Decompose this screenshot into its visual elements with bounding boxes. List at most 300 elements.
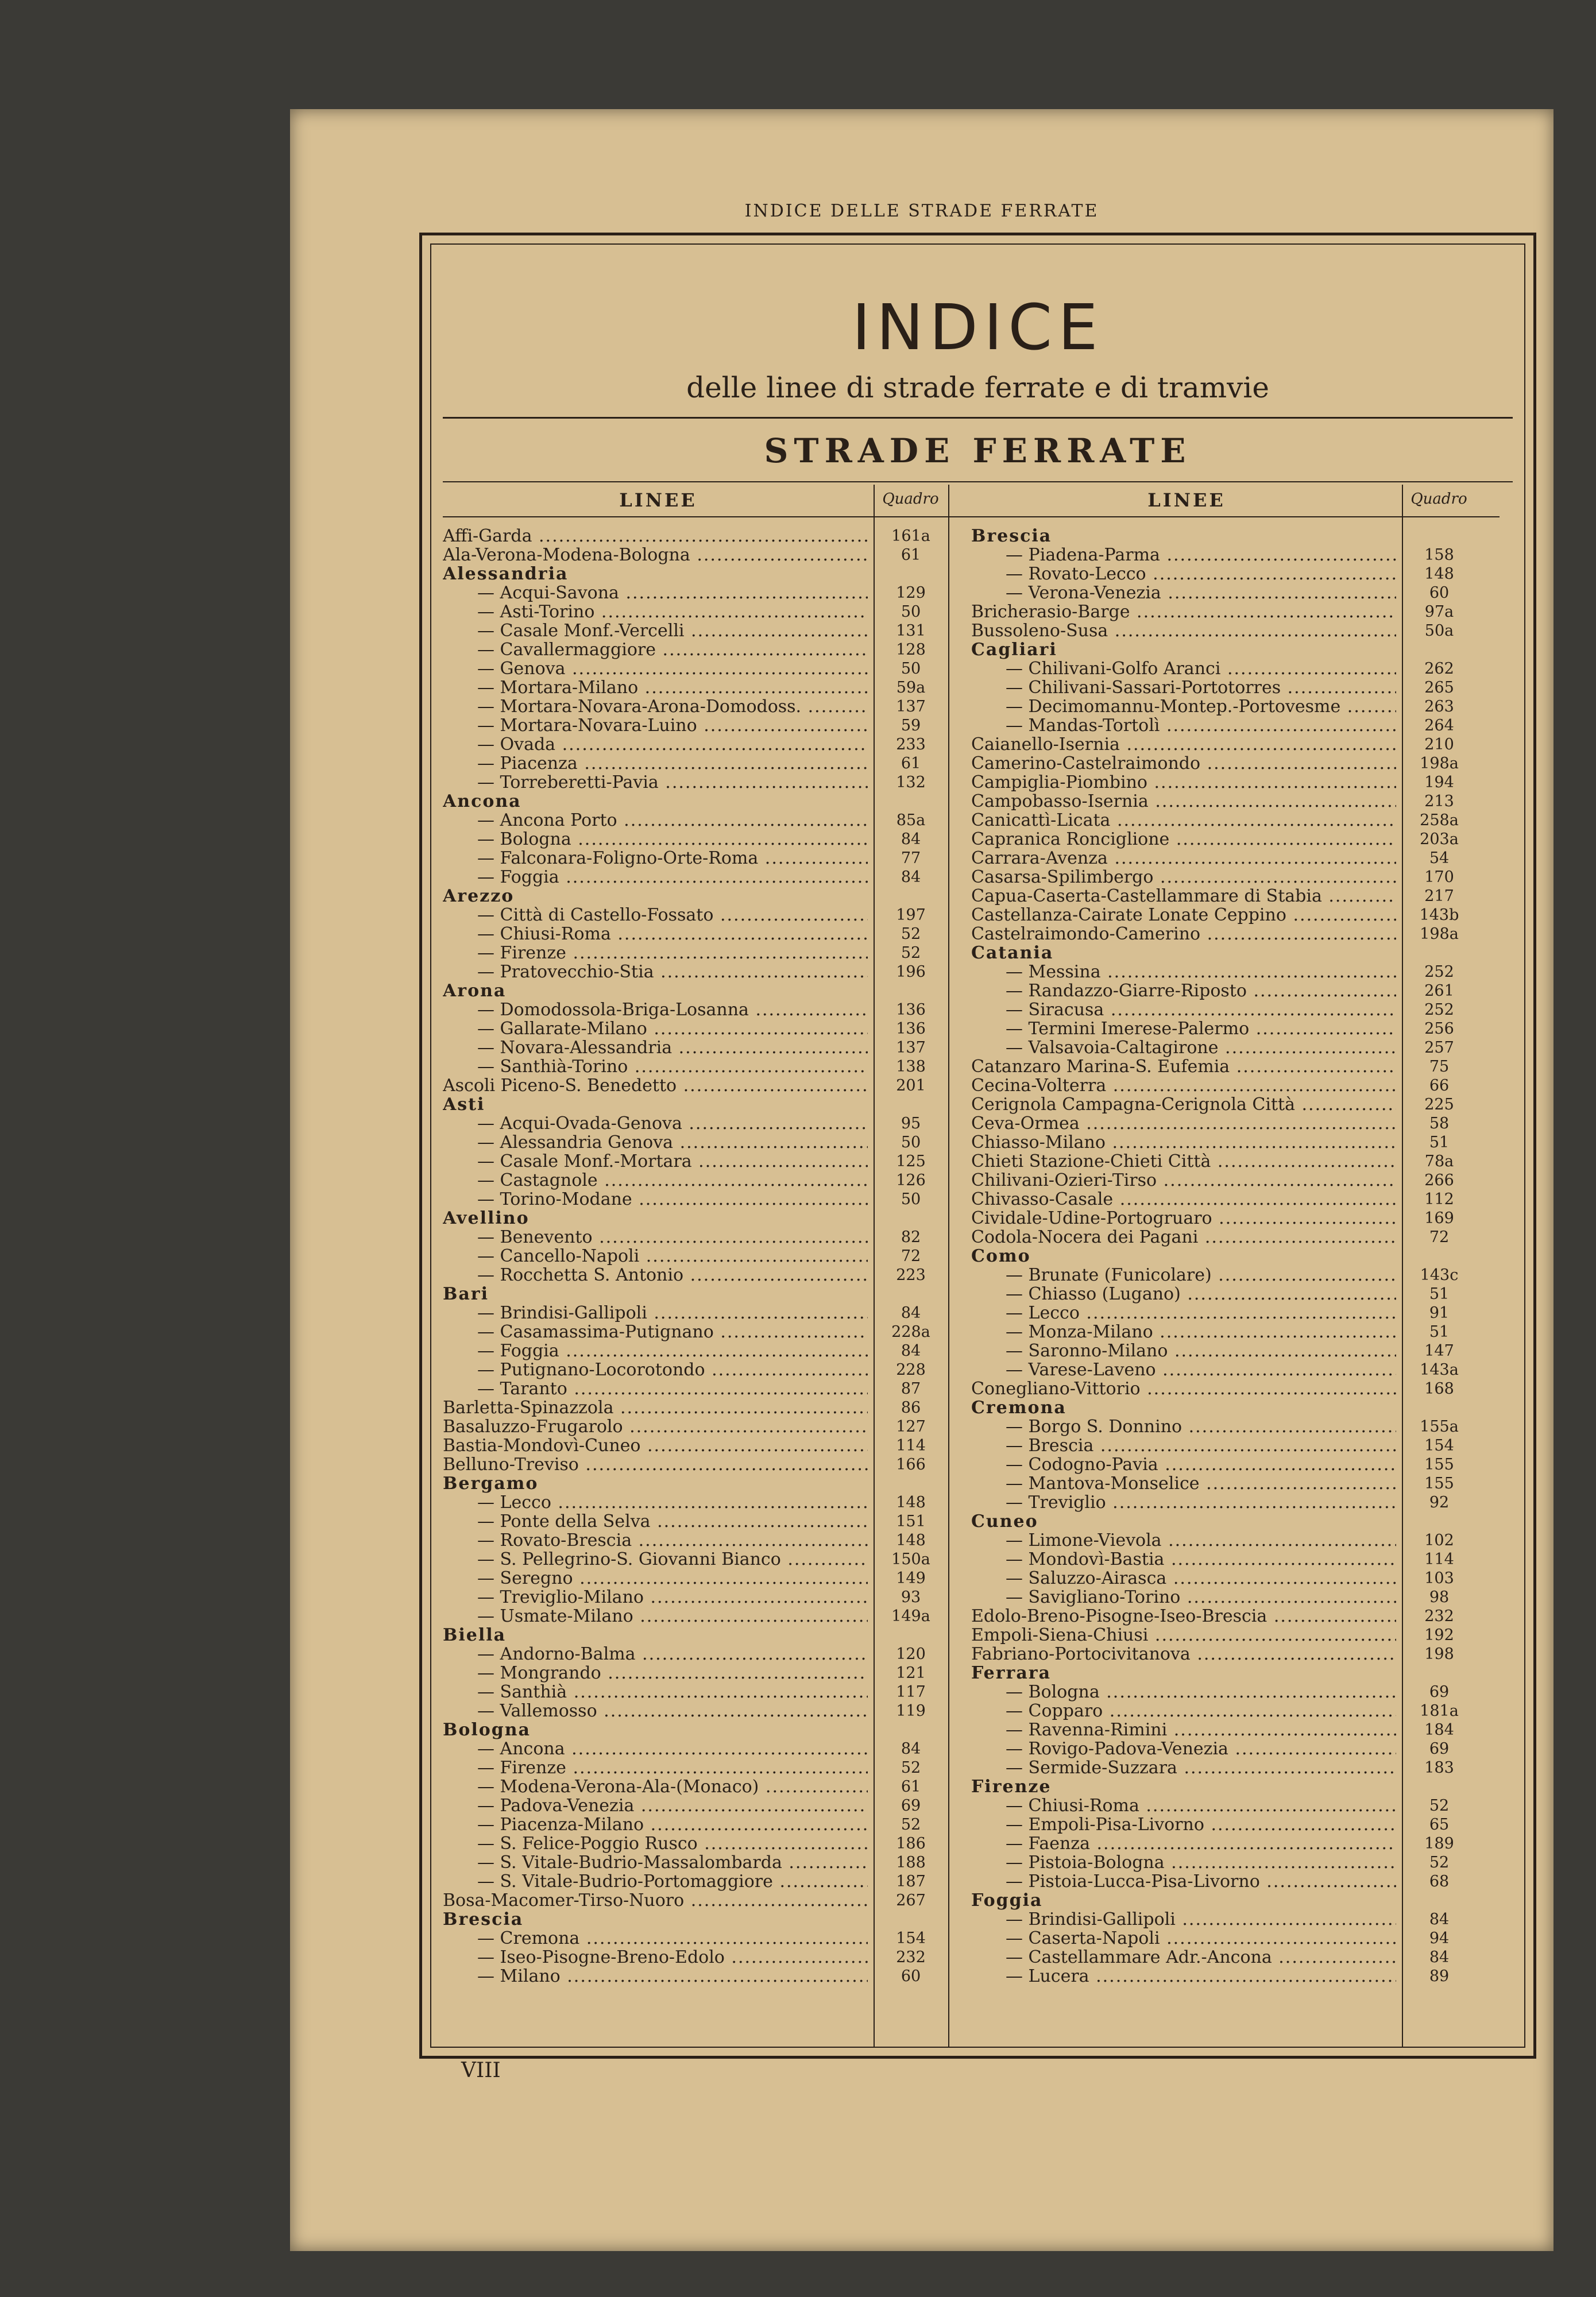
entry-quadro-number: 72 [901, 1247, 921, 1265]
entry-line-name: — Piacenza-Milano ..... [443, 1815, 868, 1834]
index-entry [443, 1588, 971, 1607]
entry-quadro-number: 203a [1420, 830, 1459, 848]
entry-line-name: Camerino-Castelraimondo ..... [971, 754, 1396, 773]
entry-line-name: Arona [443, 981, 507, 1000]
entry-quadro-number: 87 [901, 1380, 921, 1398]
entry-quadro-number: 58 [1429, 1115, 1450, 1132]
index-group-heading [443, 1720, 971, 1739]
index-entry [971, 678, 1500, 697]
entry-quadro-number: 84 [901, 830, 921, 848]
index-group-heading [443, 1209, 971, 1228]
entry-quadro-number: 61 [901, 1778, 921, 1796]
entry-quadro-number: 98 [1429, 1588, 1450, 1606]
entry-quadro-number: 51 [1429, 1134, 1450, 1151]
index-entry [971, 1645, 1500, 1664]
index-entry [443, 754, 971, 773]
entry-quadro-number: 86 [901, 1399, 921, 1417]
entry-quadro-number: 69 [901, 1797, 921, 1815]
index-entry [971, 1436, 1500, 1455]
index-entry [971, 735, 1500, 754]
entry-quadro-number: 196 [896, 963, 926, 981]
entry-line-name: — Empoli-Pisa-Livorno ..... [971, 1815, 1396, 1834]
entry-line-name: — Acqui-Ovada-Genova ..... [443, 1114, 868, 1133]
index-frame [419, 233, 1536, 2059]
index-entry [443, 830, 971, 849]
index-entry [971, 1285, 1500, 1304]
entry-quadro-number: 75 [1429, 1058, 1450, 1076]
entry-quadro-number: 263 [1424, 698, 1454, 716]
entry-line-name: — Mondovì-Bastia ..... [971, 1550, 1396, 1569]
index-entry [443, 1948, 971, 1967]
index-entry [971, 1417, 1500, 1436]
entry-quadro-number: 252 [1424, 963, 1454, 981]
entry-line-name: — Rovato-Brescia ..... [443, 1531, 868, 1550]
entry-quadro-number: 143b [1419, 906, 1459, 924]
entry-line-name: — Iseo-Pisogne-Breno-Edolo ..... [443, 1948, 868, 1967]
entry-line-name: Cecina-Volterra ..... [971, 1076, 1396, 1095]
entry-quadro-number: 168 [1424, 1380, 1454, 1398]
entry-quadro-number: 50 [901, 1134, 921, 1151]
entry-line-name: Ferrara [971, 1664, 1052, 1683]
entry-quadro-number: 125 [896, 1153, 926, 1170]
entry-line-name: — Casale Monf.-Vercelli ..... [443, 621, 868, 640]
entry-quadro-number: 89 [1429, 1967, 1450, 1985]
left-column [443, 485, 971, 2047]
entry-line-name: — Castellammare Adr.-Ancona ..... [971, 1948, 1396, 1967]
index-group-heading [443, 887, 971, 906]
entry-line-name: Bologna [443, 1720, 531, 1739]
entry-quadro-number: 155 [1424, 1456, 1454, 1474]
entry-quadro-number: 154 [1424, 1437, 1454, 1455]
entry-quadro-number: 126 [896, 1171, 926, 1189]
entry-line-name: — Rovato-Lecco ..... [971, 564, 1396, 583]
entry-quadro-number: 60 [901, 1967, 921, 1985]
entry-line-name: — Savigliano-Torino ..... [971, 1588, 1396, 1607]
entry-line-name: — Lucera ..... [971, 1967, 1396, 1986]
entry-quadro-number: 223 [896, 1266, 926, 1284]
entry-line-name: — Acqui-Savona ..... [443, 583, 868, 602]
entry-line-name: Como [971, 1247, 1031, 1266]
index-entry [443, 1967, 971, 1986]
index-entry [971, 1190, 1500, 1209]
index-entry [971, 564, 1500, 583]
entry-line-name: — Termini Imerese-Palermo ..... [971, 1019, 1396, 1038]
entry-quadro-number: 181a [1420, 1702, 1459, 1720]
entry-line-name: — Valsavoia-Caltagirone ..... [971, 1038, 1396, 1057]
index-entry [971, 1076, 1500, 1095]
entry-quadro-number: 95 [901, 1115, 921, 1132]
index-entry [971, 981, 1500, 1000]
entry-line-name: Catanzaro Marina-S. Eufemia ..... [971, 1057, 1396, 1076]
divider [443, 417, 1513, 419]
entry-line-name: Bari [443, 1285, 489, 1304]
entry-line-name: — Mortara-Novara-Arona-Domodoss. ..... [443, 697, 868, 716]
entry-line-name: — Brindisi-Gallipoli ..... [971, 1910, 1396, 1929]
entry-quadro-number: 232 [896, 1948, 926, 1966]
entry-quadro-number: 102 [1424, 1532, 1454, 1549]
column-header [443, 485, 971, 517]
entry-quadro-number: 148 [896, 1532, 926, 1549]
index-entry [971, 1550, 1500, 1569]
entry-quadro-number: 188 [896, 1854, 926, 1871]
index-entry [443, 1702, 971, 1720]
entry-line-name: Cividale-Udine-Portogruaro ..... [971, 1209, 1396, 1228]
index-entry [443, 1758, 971, 1777]
index-entry [443, 1815, 971, 1834]
index-group-heading [971, 1664, 1500, 1683]
entry-line-name: — Borgo S. Donnino ..... [971, 1417, 1396, 1436]
index-entry [971, 1607, 1500, 1626]
entry-quadro-number: 103 [1424, 1569, 1454, 1587]
entry-line-name: — Benevento ..... [443, 1228, 868, 1247]
column-header [971, 485, 1500, 517]
entry-quadro-number: 265 [1424, 679, 1454, 697]
entry-list [443, 517, 971, 1986]
header-quadro: Quadro [882, 490, 939, 508]
entry-line-name: Cremona [971, 1398, 1066, 1417]
entry-quadro-number: 51 [1429, 1285, 1450, 1303]
entry-quadro-number: 166 [896, 1456, 926, 1474]
index-entry [443, 1853, 971, 1872]
entry-quadro-number: 78a [1424, 1153, 1454, 1170]
entry-quadro-number: 52 [901, 1816, 921, 1834]
entry-quadro-number: 52 [901, 925, 921, 943]
index-entry [971, 792, 1500, 811]
entry-line-name: — Ponte della Selva ..... [443, 1512, 868, 1531]
entry-line-name: — Monza-Milano ..... [971, 1322, 1396, 1341]
entry-line-name: — Cremona ..... [443, 1929, 868, 1948]
index-group-heading [443, 981, 971, 1000]
header-linee: LINEE [619, 489, 697, 511]
page-subtitle: delle linee di strade ferrate e di tramvie [686, 371, 1269, 404]
index-entry [971, 1493, 1500, 1512]
entry-line-name: Cagliari [971, 640, 1057, 659]
entry-quadro-number: 119 [896, 1702, 926, 1720]
entry-quadro-number: 52 [901, 1759, 921, 1777]
entry-line-name: Casarsa-Spilimbergo ..... [971, 868, 1396, 887]
entry-line-name: — Randazzo-Giarre-Riposto ..... [971, 981, 1396, 1000]
index-entry [443, 1247, 971, 1266]
index-entry [971, 1379, 1500, 1398]
entry-line-name: — Bologna ..... [971, 1683, 1396, 1702]
index-entry [971, 1626, 1500, 1645]
entry-quadro-number: 232 [1424, 1607, 1454, 1625]
entry-quadro-number: 257 [1424, 1039, 1454, 1057]
index-frame-inner [430, 243, 1525, 2048]
entry-line-name: — Santhià-Torino ..... [443, 1057, 868, 1076]
index-entry [443, 1019, 971, 1038]
index-entry [971, 546, 1500, 564]
entry-quadro-number: 65 [1429, 1816, 1450, 1834]
index-entry [971, 1683, 1500, 1702]
index-group-heading [443, 792, 971, 811]
index-entry [443, 1038, 971, 1057]
entry-quadro-number: 228 [896, 1361, 926, 1379]
entry-quadro-number: 233 [896, 736, 926, 753]
entry-line-name: — Castagnole ..... [443, 1171, 868, 1190]
entry-line-name: Brescia [443, 1910, 524, 1929]
entry-line-name: Ancona [443, 792, 521, 811]
entry-line-name: — Seregno ..... [443, 1569, 868, 1588]
entry-quadro-number: 131 [896, 622, 926, 640]
entry-line-name: — Alessandria Genova ..... [443, 1133, 868, 1152]
entry-quadro-number: 120 [896, 1645, 926, 1663]
entry-quadro-number: 256 [1424, 1020, 1454, 1038]
entry-line-name: — Gallarate-Milano ..... [443, 1019, 868, 1038]
entry-quadro-number: 54 [1429, 849, 1450, 867]
entry-line-name: — Siracusa ..... [971, 1000, 1396, 1019]
entry-line-name: — Asti-Torino ..... [443, 602, 868, 621]
entry-line-name: — Piacenza ..... [443, 754, 868, 773]
entry-line-name: — Chiasso (Lugano) ..... [971, 1285, 1396, 1304]
entry-quadro-number: 84 [901, 868, 921, 886]
entry-quadro-number: 84 [901, 1342, 921, 1360]
entry-quadro-number: 114 [1424, 1550, 1454, 1568]
entry-line-name: — Bologna ..... [443, 830, 868, 849]
index-entry [443, 1929, 971, 1948]
entry-quadro-number: 50 [901, 1190, 921, 1208]
index-entry [971, 811, 1500, 830]
index-entry [971, 716, 1500, 735]
index-entry [443, 546, 971, 564]
index-entry [971, 697, 1500, 716]
index-entry [971, 754, 1500, 773]
entry-quadro-number: 217 [1424, 887, 1454, 905]
index-entry [443, 1739, 971, 1758]
index-entry [443, 1872, 971, 1891]
index-entry [443, 1341, 971, 1360]
index-group-heading [971, 640, 1500, 659]
entry-line-name: — Firenze ..... [443, 1758, 868, 1777]
divider [443, 481, 1513, 482]
index-entry [443, 1569, 971, 1588]
entry-line-name: Castellanza-Cairate Lonate Ceppino ..... [971, 906, 1396, 925]
entry-line-name: Foggia [971, 1891, 1043, 1910]
index-entry [443, 678, 971, 697]
entry-line-name: Bastia-Mondovì-Cuneo ..... [443, 1436, 868, 1455]
entry-line-name: Ceva-Ormea ..... [971, 1114, 1396, 1133]
entry-line-name: Castelraimondo-Camerino ..... [971, 925, 1396, 943]
entry-line-name: — Copparo ..... [971, 1702, 1396, 1720]
entry-line-name: — Domodossola-Briga-Losanna ..... [443, 1000, 868, 1019]
entry-quadro-number: 112 [1424, 1190, 1454, 1208]
entry-quadro-number: 77 [901, 849, 921, 867]
entry-quadro-number: 143a [1420, 1361, 1459, 1379]
entry-line-name: — Cancello-Napoli ..... [443, 1247, 868, 1266]
index-entry [443, 1398, 971, 1417]
entry-line-name: Codola-Nocera dei Pagani ..... [971, 1228, 1396, 1247]
index-entry [971, 849, 1500, 868]
entry-line-name: — Torino-Modane ..... [443, 1190, 868, 1209]
index-entry [971, 1322, 1500, 1341]
entry-line-name: Caianello-Isernia ..... [971, 735, 1396, 754]
entry-line-name: — Andorno-Balma ..... [443, 1645, 868, 1664]
entry-quadro-number: 187 [896, 1873, 926, 1890]
entry-quadro-number: 84 [901, 1740, 921, 1758]
entry-line-name: — Città di Castello-Fossato ..... [443, 906, 868, 925]
entry-line-name: — S. Pellegrino-S. Giovanni Bianco ..... [443, 1550, 868, 1569]
entry-line-name: — Treviglio ..... [971, 1493, 1396, 1512]
index-entry [971, 1038, 1500, 1057]
index-entry [971, 1702, 1500, 1720]
entry-line-name: — Brunate (Funicolare) ..... [971, 1266, 1396, 1285]
index-group-heading [971, 1398, 1500, 1417]
entry-quadro-number: 161a [891, 527, 930, 545]
entry-quadro-number: 148 [1424, 565, 1454, 583]
entry-line-name: — Falconara-Foligno-Orte-Roma ..... [443, 849, 868, 868]
index-entry [971, 887, 1500, 906]
index-entry [443, 1607, 971, 1626]
entry-quadro-number: 198a [1420, 925, 1459, 943]
entry-quadro-number: 143c [1420, 1266, 1459, 1284]
index-group-heading [971, 1247, 1500, 1266]
entry-quadro-number: 59a [896, 679, 926, 697]
index-entry [443, 716, 971, 735]
entry-line-name: Arezzo [443, 887, 515, 906]
entry-line-name: Empoli-Siena-Chiusi ..... [971, 1626, 1396, 1645]
index-entry [443, 1266, 971, 1285]
entry-line-name: — Foggia ..... [443, 868, 868, 887]
entry-quadro-number: 127 [896, 1418, 926, 1436]
entry-line-name: Cuneo [971, 1512, 1038, 1531]
entry-quadro-number: 68 [1429, 1873, 1450, 1890]
index-group-heading [971, 1512, 1500, 1531]
entry-line-name: — Chiusi-Roma ..... [443, 925, 868, 943]
index-entry [971, 621, 1500, 640]
entry-line-name: — S. Felice-Poggio Rusco ..... [443, 1834, 868, 1853]
index-entry [443, 1550, 971, 1569]
entry-quadro-number: 137 [896, 698, 926, 716]
entry-quadro-number: 93 [901, 1588, 921, 1606]
entry-line-name: — Codogno-Pavia ..... [971, 1455, 1396, 1474]
entry-quadro-number: 117 [896, 1683, 926, 1701]
entry-quadro-number: 84 [901, 1304, 921, 1322]
entry-line-name: — Ovada ..... [443, 735, 868, 754]
entry-line-name: Asti [443, 1095, 485, 1114]
entry-quadro-number: 92 [1429, 1494, 1450, 1511]
entry-quadro-number: 155 [1424, 1475, 1454, 1492]
entry-quadro-number: 52 [901, 944, 921, 962]
index-entry [443, 1057, 971, 1076]
index-entry [971, 1967, 1500, 1986]
index-entry [971, 1720, 1500, 1739]
entry-quadro-number: 194 [1424, 774, 1454, 791]
entry-quadro-number: 154 [896, 1929, 926, 1947]
entry-line-name: — Chilivani-Sassari-Portotorres ..... [971, 678, 1396, 697]
entry-quadro-number: 158 [1424, 546, 1454, 564]
entry-line-name: — Saronno-Milano ..... [971, 1341, 1396, 1360]
index-entry [443, 735, 971, 754]
entry-line-name: Ascoli Piceno-S. Benedetto ..... [443, 1076, 868, 1095]
entry-quadro-number: 84 [1429, 1911, 1450, 1928]
entry-quadro-number: 52 [1429, 1797, 1450, 1815]
index-entry [971, 1569, 1500, 1588]
entry-quadro-number: 61 [901, 546, 921, 564]
index-entry [443, 1304, 971, 1322]
entry-quadro-number: 267 [896, 1892, 926, 1909]
entry-quadro-number: 169 [1424, 1209, 1454, 1227]
entry-line-name: — Mantova-Monselice ..... [971, 1474, 1396, 1493]
entry-quadro-number: 129 [896, 584, 926, 602]
entry-quadro-number: 147 [1424, 1342, 1454, 1360]
index-entry [971, 1588, 1500, 1607]
entry-quadro-number: 252 [1424, 1001, 1454, 1019]
entry-line-name: — Mortara-Milano ..... [443, 678, 868, 697]
entry-line-name: — Ancona Porto ..... [443, 811, 868, 830]
entry-quadro-number: 50a [1424, 622, 1454, 640]
index-entry [971, 1019, 1500, 1038]
entry-line-name: Carrara-Avenza ..... [971, 849, 1396, 868]
entry-quadro-number: 170 [1424, 868, 1454, 886]
entry-quadro-number: 85a [896, 811, 926, 829]
index-entry [443, 773, 971, 792]
index-entry [443, 1455, 971, 1474]
entry-quadro-number: 128 [896, 641, 926, 659]
running-head: INDICE DELLE STRADE FERRATE [744, 201, 1099, 221]
index-group-heading [971, 1891, 1500, 1910]
index-entry [971, 962, 1500, 981]
entry-line-name: Campobasso-Isernia ..... [971, 792, 1396, 811]
entry-line-name: — Firenze ..... [443, 943, 868, 962]
entry-quadro-number: 121 [896, 1664, 926, 1682]
entry-line-name: Catania [971, 943, 1054, 962]
index-entry [443, 1664, 971, 1683]
entry-line-name: — Casale Monf.-Mortara ..... [443, 1152, 868, 1171]
index-entry [443, 1360, 971, 1379]
entry-line-name: Bergamo [443, 1474, 539, 1493]
entry-quadro-number: 72 [1429, 1228, 1450, 1246]
entry-line-name: — Caserta-Napoli ..... [971, 1929, 1396, 1948]
entry-quadro-number: 261 [1424, 982, 1454, 1000]
index-entry [971, 1209, 1500, 1228]
entry-list [971, 517, 1500, 1986]
index-entry [971, 1133, 1500, 1152]
entry-quadro-number: 189 [1424, 1835, 1454, 1853]
entry-line-name: — Milano ..... [443, 1967, 868, 1986]
index-entry [971, 906, 1500, 925]
entry-quadro-number: 213 [1424, 792, 1454, 810]
index-entry [971, 1152, 1500, 1171]
index-entry [971, 1341, 1500, 1360]
entry-line-name: Avellino [443, 1209, 530, 1228]
index-entry [971, 1266, 1500, 1285]
index-entry [443, 1076, 971, 1095]
index-entry [971, 830, 1500, 849]
entry-line-name: — Treviglio-Milano ..... [443, 1588, 868, 1607]
entry-quadro-number: 91 [1429, 1304, 1450, 1322]
entry-line-name: Conegliano-Vittorio ..... [971, 1379, 1396, 1398]
index-entry [971, 1834, 1500, 1853]
entry-line-name: — Rocchetta S. Antonio ..... [443, 1266, 868, 1285]
index-entry [443, 1133, 971, 1152]
index-group-heading [443, 1095, 971, 1114]
index-entry [443, 906, 971, 925]
entry-quadro-number: 148 [896, 1494, 926, 1511]
index-entry [971, 583, 1500, 602]
index-entry [971, 1304, 1500, 1322]
entry-quadro-number: 183 [1424, 1759, 1454, 1777]
index-entry [443, 1834, 971, 1853]
index-entry [443, 811, 971, 830]
index-entry [443, 1531, 971, 1550]
entry-line-name: — Piadena-Parma ..... [971, 546, 1396, 564]
entry-line-name: — Torreberetti-Pavia ..... [443, 773, 868, 792]
entry-line-name: Biella [443, 1626, 507, 1645]
index-entry [443, 527, 971, 546]
entry-quadro-number: 155a [1420, 1418, 1459, 1436]
entry-quadro-number: 151 [896, 1513, 926, 1530]
entry-line-name: Chiasso-Milano ..... [971, 1133, 1396, 1152]
